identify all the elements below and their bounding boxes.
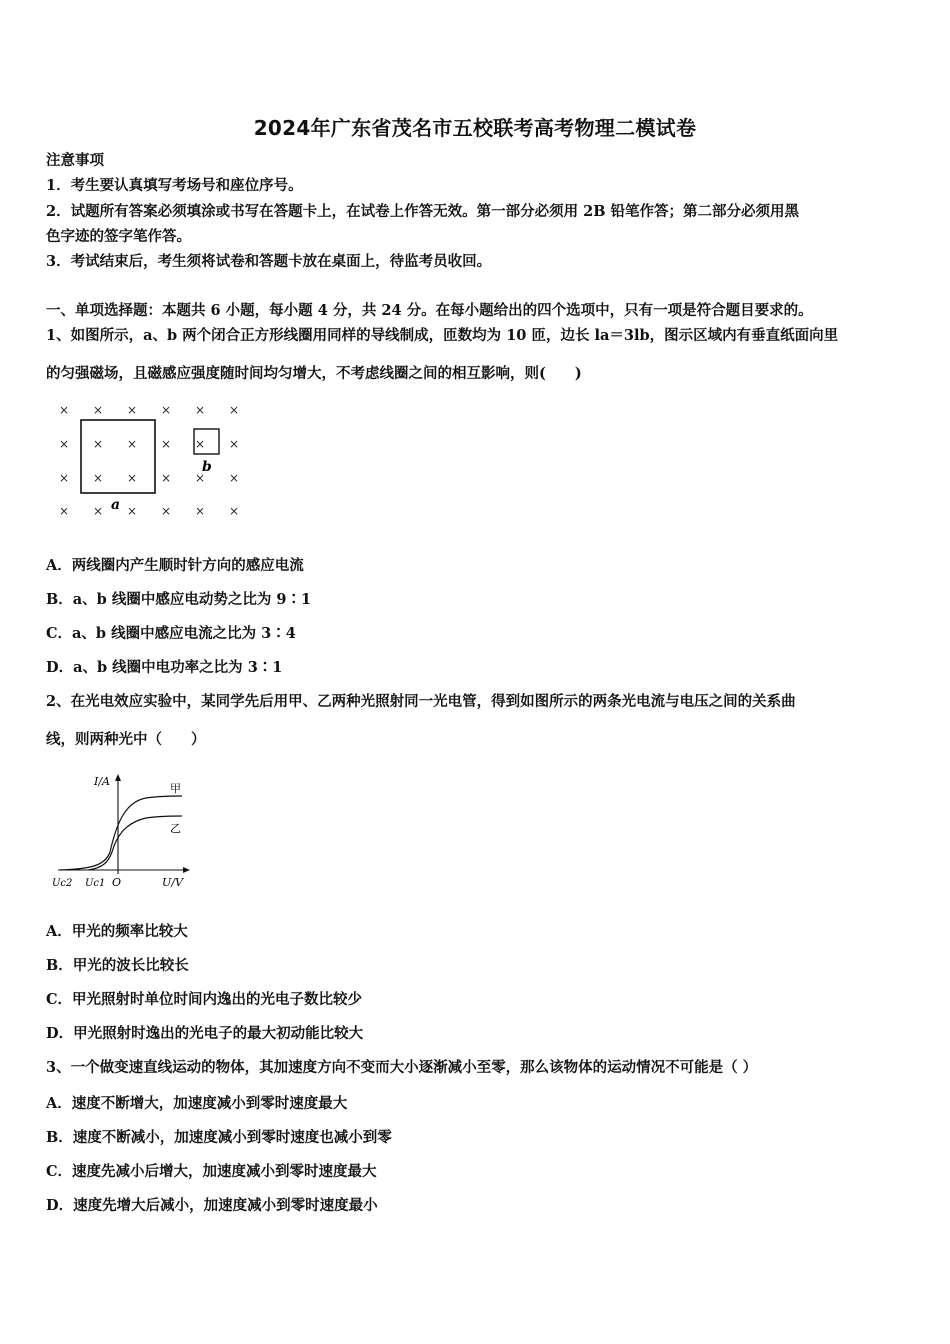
field-cross-mark: × (127, 437, 138, 451)
curve-yi-label: 乙 (170, 822, 181, 835)
field-cross-mark: × (195, 471, 206, 485)
field-cross-mark: × (127, 403, 138, 417)
field-cross-mark: × (127, 471, 138, 485)
coil-a-label: a (111, 497, 121, 513)
field-cross-mark: × (161, 437, 172, 451)
q3-option-b: B．速度不断减小，加速度减小到零时速度也减小到零 (46, 1129, 392, 1146)
field-cross-mark: × (93, 504, 104, 518)
notice-heading: 注意事项 (46, 152, 104, 169)
field-cross-mark: × (161, 403, 172, 417)
field-cross-mark: × (229, 437, 240, 451)
field-cross-mark: × (195, 504, 206, 518)
notice-item-2: 2．试题所有答案必须填涂或书写在答题卡上，在试卷上作答无效。第一部分必须用 2B 铅笔作答；第二部分必须用黑 (46, 203, 800, 220)
q1-option-b: B．a、b 线圈中感应电动势之比为 9∶1 (46, 591, 312, 608)
q2-option-d: D．甲光照射时逸出的光电子的最大初动能比较大 (46, 1025, 364, 1042)
q1-stem-line-1: 1、如图所示，a、b 两个闭合正方形线圈用同样的导线制成，匝数均为 10 匝，边长 la＝3lb，图示区域内有垂直纸面向里 (46, 327, 839, 344)
paper-title: 2024年广东省茂名市五校联考高考物理二模试卷 (253, 116, 697, 140)
section-1-heading: 一、单项选择题：本题共 6 小题，每小题 4 分，共 24 分。在每小题给出的四个选项中，只有一项是符合题目要求的。 (46, 302, 813, 319)
y-axis-label: I/A (94, 775, 110, 788)
field-cross-mark: × (229, 504, 240, 518)
field-cross-mark: × (161, 504, 172, 518)
uc1-label: Uc1 (85, 878, 106, 889)
field-cross-mark: × (229, 471, 240, 485)
notice-item-3: 3．考试结束后，考生须将试卷和答题卡放在桌面上，待监考员收回。 (46, 253, 492, 270)
q2-option-b: B．甲光的波长比较长 (46, 957, 189, 974)
q1-option-d: D．a、b 线圈中电功率之比为 3∶1 (46, 659, 283, 676)
q2-stem-line-1: 2、在光电效应实验中，某同学先后用甲、乙两种光照射同一光电管，得到如图所示的两条光电流与电压之间的关系曲 (46, 693, 796, 710)
q3-option-d: D．速度先增大后减小，加速度减小到零时速度最小 (46, 1197, 378, 1214)
notice-item-2-cont: 色字迹的签字笔作答。 (46, 228, 191, 245)
x-axis-arrow (183, 867, 190, 873)
q1-stem-line-2: 的匀强磁场，且磁感应强度随时间均匀增大，不考虑线圈之间的相互影响，则( ) (46, 365, 582, 382)
q2-option-a: A．甲光的频率比较大 (46, 923, 188, 940)
field-cross-mark: × (93, 403, 104, 417)
uc2-label: Uc2 (52, 878, 73, 889)
y-axis-arrow (115, 774, 121, 781)
field-cross-mark: × (59, 504, 70, 518)
origin-label: O (112, 876, 122, 889)
notice-item-1: 1．考生要认真填写考场号和座位序号。 (46, 177, 303, 194)
field-cross-mark: × (93, 471, 104, 485)
field-cross-mark: × (229, 403, 240, 417)
q3-option-c: C．速度先减小后增大，加速度减小到零时速度最大 (46, 1163, 377, 1180)
q3-stem: 3、一个做变速直线运动的物体，其加速度方向不变而大小逐渐减小至零，那么该物体的运动情况不可能是（ ） (46, 1059, 758, 1076)
field-cross-mark: × (195, 437, 206, 451)
q2-stem-line-2: 线，则两种光中（ ） (46, 731, 206, 748)
q3-option-a: A．速度不断增大，加速度减小到零时速度最大 (46, 1095, 348, 1112)
x-axis-label: U/V (162, 876, 183, 889)
q2-option-c: C．甲光照射时单位时间内逸出的光电子数比较少 (46, 991, 363, 1008)
coil-b-label: b (202, 459, 212, 475)
field-cross-mark: × (59, 471, 70, 485)
field-cross-mark: × (195, 403, 206, 417)
field-cross-mark: × (59, 437, 70, 451)
curve-jia-label: 甲 (170, 782, 181, 795)
q1-option-c: C．a、b 线圈中感应电流之比为 3∶4 (46, 625, 296, 642)
field-cross-mark: × (59, 403, 70, 417)
q1-coil-figure (50, 392, 250, 520)
field-cross-mark: × (161, 471, 172, 485)
q1-option-a: A．两线圈内产生顺时针方向的感应电流 (46, 557, 304, 574)
q2-iv-graph (50, 768, 200, 894)
field-cross-mark: × (127, 504, 138, 518)
field-cross-mark: × (93, 437, 104, 451)
